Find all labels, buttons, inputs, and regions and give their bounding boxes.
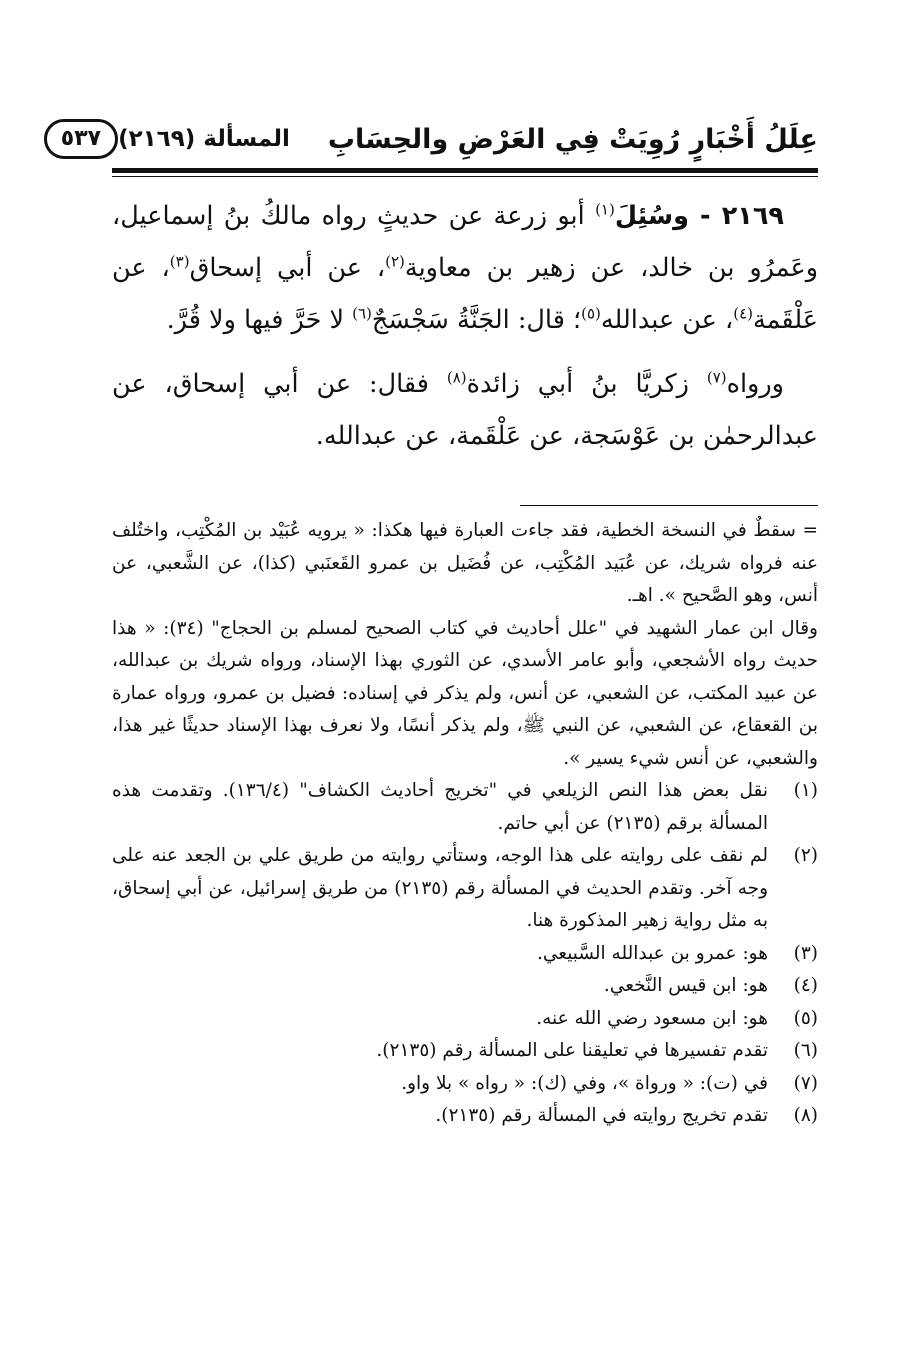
footnote-text: لم نقف على روايته على هذا الوجه، وستأتي روايته من طريق علي بن الجعد عنه على وجه آخر. وتقدم الحديث في المسألة رقم (٢١٣٥) من طريق إسرائيل، عن أبي إسحاق، به مثل رواية زهير المذكورة هنا.	[112, 845, 768, 931]
footnote-ref-6[interactable]: (٦)	[352, 304, 372, 323]
footnote-ref-1[interactable]: (١)	[595, 200, 615, 219]
footnote-number: (٣)	[793, 942, 818, 964]
text-segment: أبو زرعة عن حديثٍ رواه مالكُ بنُ إسماعيل، وعَمرُو بن خالد، عن زهير بن معاوية	[112, 201, 819, 283]
footnote-ref-5[interactable]: (٥)	[581, 304, 601, 323]
footnote-number: (٥)	[793, 1007, 818, 1029]
footnote-item	[112, 938, 818, 971]
footnote-text: في (ت): « ورواة »، وفي (ك): « رواه » بلا واو.	[401, 1072, 768, 1094]
question-verb: وسُئِلَ	[614, 201, 689, 231]
text-segment: ، عن عَلْقَمة	[112, 253, 818, 335]
footnote-item	[112, 1035, 818, 1068]
header-rule-thick	[112, 168, 818, 173]
footnote-ibn-ammar: وقال ابن عمار الشهيد في "علل أحاديث في كتاب الصحيح لمسلم بن الحجاج" (٣٤): « هذا حديث رواه الأشجعي، وأبو عامر الأسدي، عن الثوري بهذا الإسناد، ورواه شريك بن عبدالله، عن عبيد المكتب، عن الشعبي، عن أنس، ولم يذكر في إسناده: فضيل بن عمرو، ورواه عمارة بن القعقاع، عن الشعبي، عن النبي ﷺ، ولم يذكر أنسًا، ولا نعرف بهذا الإسناد حديثًا غير هذا، والشعبي، عن أنس شيء يسير ».	[112, 617, 818, 769]
footnote-item	[112, 775, 818, 840]
footnote-number: (٧)	[793, 1072, 818, 1094]
text-segment: فقال: عن أبي إسحاق، عن عبدالرحمٰن بن عَوْسَجة، عن عَلْقَمة، عن عبدالله.	[112, 369, 818, 451]
text-segment: ؛ قال: الجَنَّةُ سَجْسَجٌ	[371, 305, 582, 335]
footnote-number: (٨)	[793, 1105, 818, 1126]
footnote-number: (٦)	[793, 1040, 818, 1061]
text-segment: ، عن أبي إسحاق	[189, 253, 386, 283]
running-header	[60, 112, 818, 166]
footnote-item	[112, 1003, 818, 1036]
issue-label: المسألة (٢١٦٩)	[118, 126, 290, 152]
text-segment: زكريَّا بنُ أبي زائدة	[466, 369, 707, 399]
text-segment: ، عن عبدالله	[600, 305, 734, 335]
footnote-continuation: = سقطٌ في النسخة الخطية، فقد جاءت العبارة فيها هكذا: « يرويه عُبَيْد بن المُكْتِب، واختُلف عنه فرواه شريك، عن عُبَيد المُكْتِب، عن فُضَيل بن عمرو القَعنَبي (كذا)، عن الشَّعبي، عن أنس، وهو الصَّحيح ». اهـ.	[112, 520, 818, 606]
running-title: عِلَلُ أَخْبَارٍ رُوِيَتْ فِي العَرْضِ والحِسَابِ	[327, 123, 818, 155]
footnote-text: تقدم تخريج روايته في المسألة رقم (٢١٣٥).	[435, 1105, 768, 1126]
footnote-item	[112, 970, 818, 1003]
issue-number: ٢١٦٩ -	[688, 201, 784, 231]
text-segment: ورواه	[726, 369, 784, 399]
paragraph-variant	[112, 358, 818, 462]
footnote-number: (٢)	[793, 845, 818, 866]
page-number-badge: ٥٣٧	[44, 119, 118, 159]
footnote-number: (٤)	[793, 975, 818, 996]
footnote-ref-3[interactable]: (٣)	[169, 252, 190, 271]
main-text	[112, 190, 818, 474]
header-rule-thin	[112, 176, 818, 177]
footnote-ref-7[interactable]: (٧)	[706, 368, 727, 387]
footnote-text: هو: ابن مسعود رضي الله عنه.	[536, 1007, 768, 1029]
footnote-divider	[520, 505, 818, 506]
footnotes	[112, 515, 818, 1133]
footnote-text: تقدم تفسيرها في تعليقنا على المسألة رقم (٢١٣٥).	[376, 1040, 768, 1061]
footnote-item	[112, 1068, 818, 1101]
footnote-ref-4[interactable]: (٤)	[733, 304, 754, 323]
footnote-item	[112, 1100, 818, 1133]
footnote-ref-2[interactable]: (٢)	[385, 252, 405, 271]
footnote-number: (١)	[793, 780, 818, 801]
text-segment: لا حَرَّ فيها ولا قُرَّ.	[166, 305, 353, 335]
footnote-item	[112, 840, 818, 938]
footnote-text: هو: ابن قيس النَّخعي.	[603, 975, 768, 996]
footnote-text: هو: عمرو بن عبدالله السَّبيعي.	[537, 942, 768, 964]
footnote-text: نقل بعض هذا النص الزيلعي في "تخريج أحاديث الكشاف" (١٣٦/٤). وتقدمت هذه المسألة برقم (٢١٣٥) عن أبي حاتم.	[112, 780, 768, 834]
paragraph-question	[112, 190, 818, 346]
footnote-ref-8[interactable]: (٨)	[446, 368, 467, 387]
